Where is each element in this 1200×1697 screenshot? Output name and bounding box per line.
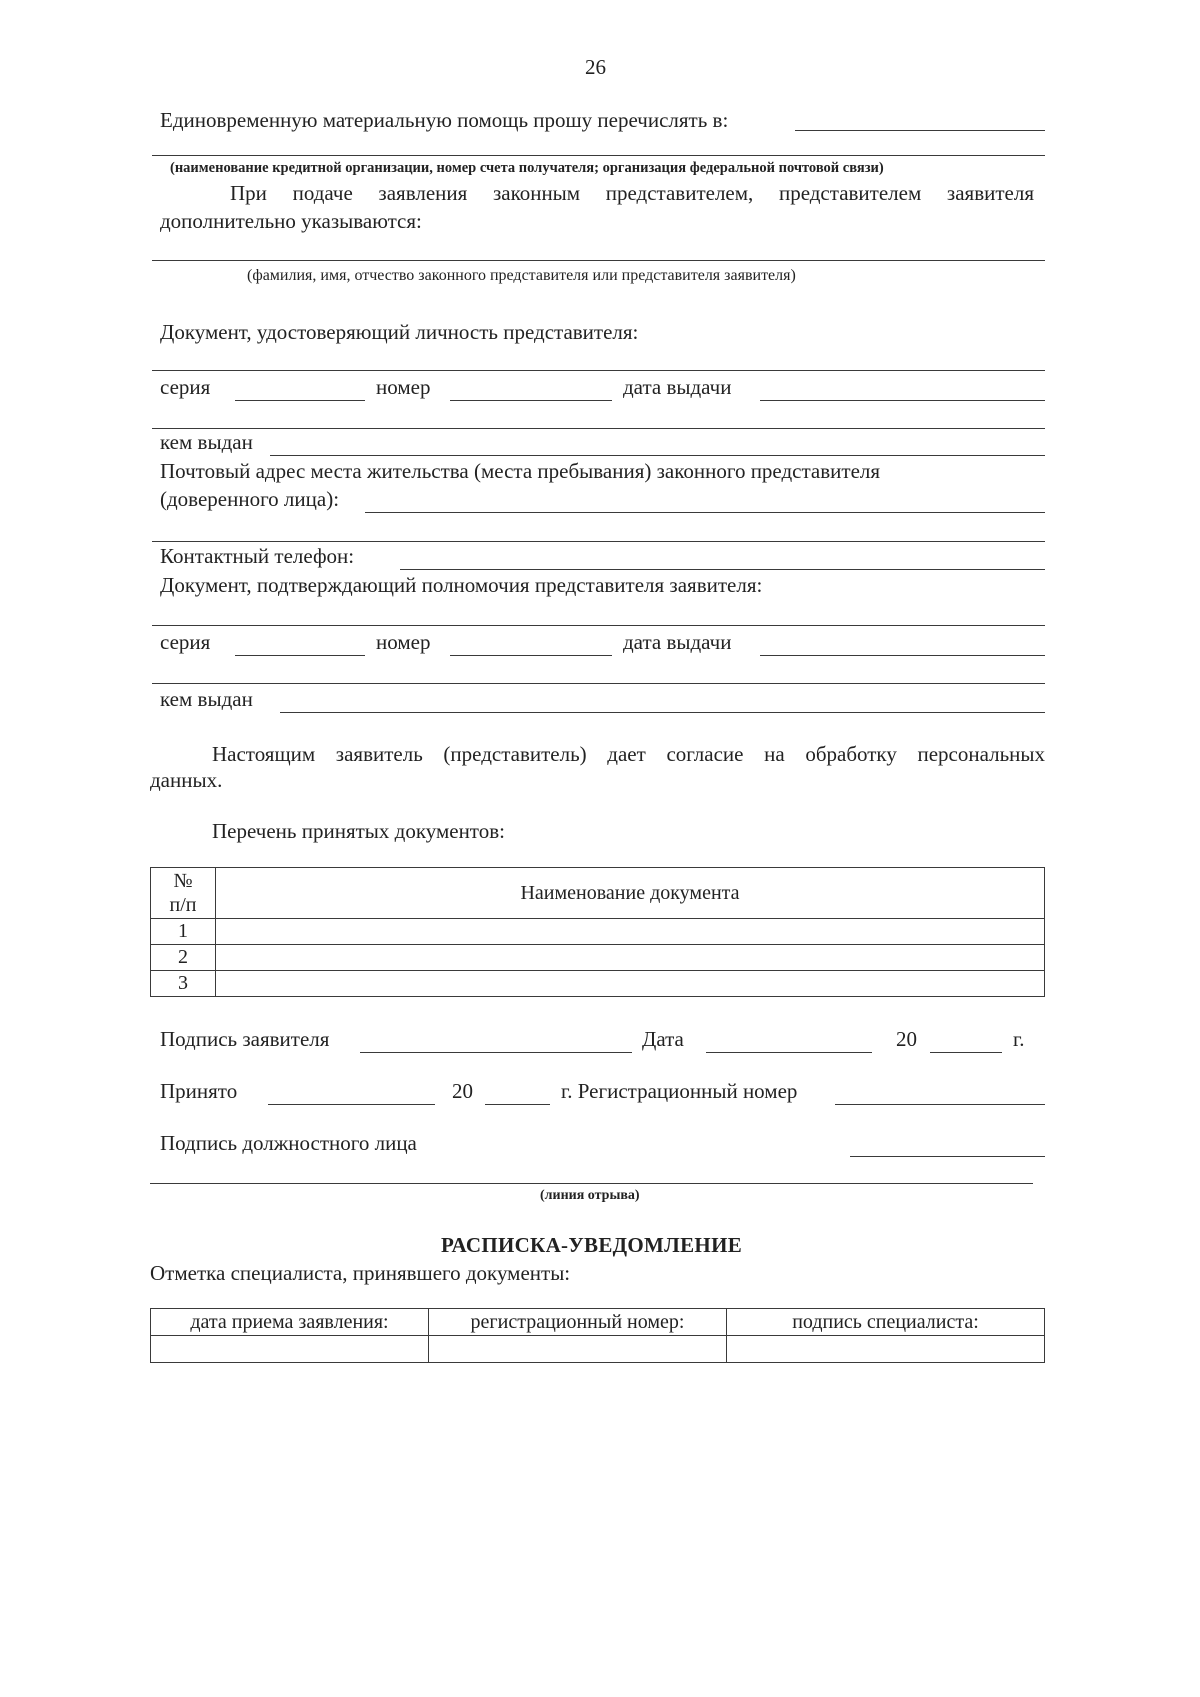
representative-intro-line1: При подаче заявления законным представителем, представителем заявителя bbox=[230, 181, 1034, 205]
consent-line1: Настоящим заявитель (представитель) дает согласие на обработку персональных bbox=[212, 742, 1045, 766]
registration-number-field[interactable] bbox=[835, 1104, 1045, 1105]
documents-col-number bbox=[151, 868, 216, 919]
year-prefix: 20 bbox=[896, 1027, 917, 1051]
phone-field[interactable] bbox=[400, 569, 1045, 570]
authority-number-label: номер bbox=[376, 630, 431, 654]
documents-row-number: 2 bbox=[151, 945, 216, 971]
phone-label: Контактный телефон: bbox=[160, 544, 355, 568]
documents-row-name[interactable] bbox=[216, 971, 1045, 997]
documents-row-number: 1 bbox=[151, 919, 216, 945]
year-suffix: г. bbox=[1013, 1027, 1025, 1051]
authority-series-field[interactable] bbox=[235, 655, 365, 656]
tear-line bbox=[150, 1183, 1033, 1184]
payment-line[interactable] bbox=[152, 155, 1045, 156]
authority-document-label: Документ, подтверждающий полномочия представителя заявителя: bbox=[160, 573, 763, 597]
id-issued-by-label: кем выдан bbox=[160, 430, 253, 454]
date-label: Дата bbox=[642, 1027, 684, 1051]
id-series-label: серия bbox=[160, 375, 211, 399]
authority-document-field[interactable] bbox=[152, 625, 1045, 626]
id-document-field[interactable] bbox=[152, 370, 1045, 371]
documents-row-number: 3 bbox=[151, 971, 216, 997]
receipt-table bbox=[150, 1308, 1045, 1363]
documents-table bbox=[150, 867, 1045, 997]
documents-col-number-line2: п/п bbox=[169, 894, 197, 916]
accepted-year-prefix: 20 bbox=[452, 1079, 473, 1103]
address-label-line2: (доверенного лица): bbox=[160, 487, 340, 511]
authority-issued-by-label: кем выдан bbox=[160, 687, 253, 711]
authority-series-label: серия bbox=[160, 630, 211, 654]
documents-row-name[interactable] bbox=[216, 945, 1045, 971]
receipt-sign-cell[interactable] bbox=[727, 1336, 1045, 1363]
representative-intro-line2: дополнительно указываются: bbox=[160, 209, 422, 233]
payment-field[interactable] bbox=[795, 130, 1045, 131]
representative-name-field[interactable] bbox=[152, 260, 1045, 261]
authority-number-field[interactable] bbox=[450, 655, 612, 656]
applicant-signature-label: Подпись заявителя bbox=[160, 1027, 330, 1051]
receipt-col-sign: подпись специалиста: bbox=[727, 1309, 1045, 1336]
payment-label: Единовременную материальную помощь прошу перечислять в: bbox=[160, 108, 729, 132]
id-series-field[interactable] bbox=[235, 400, 365, 401]
address-extra-line[interactable] bbox=[152, 541, 1045, 542]
address-label-line1: Почтовый адрес места жительства (места пребывания) законного представителя bbox=[160, 459, 881, 483]
representative-name-caption: (фамилия, имя, отчество законного представителя или представителя заявителя) bbox=[247, 267, 796, 284]
authority-extra-line[interactable] bbox=[152, 683, 1045, 684]
id-issue-date-field[interactable] bbox=[760, 400, 1045, 401]
authority-issued-by-field[interactable] bbox=[280, 712, 1045, 713]
documents-col-number-line1: № bbox=[173, 870, 193, 892]
authority-issue-date-label: дата выдачи bbox=[623, 630, 732, 654]
accepted-label: Принято bbox=[160, 1079, 238, 1103]
tear-line-caption: (линия отрыва) bbox=[540, 1188, 640, 1203]
id-number-label: номер bbox=[376, 375, 431, 399]
receipt-col-reg: регистрационный номер: bbox=[429, 1309, 727, 1336]
documents-row-name[interactable] bbox=[216, 919, 1045, 945]
id-number-field[interactable] bbox=[450, 400, 612, 401]
receipt-title: РАСПИСКА-УВЕДОМЛЕНИЕ bbox=[441, 1233, 743, 1257]
authority-issue-date-field[interactable] bbox=[760, 655, 1045, 656]
id-issued-by-field[interactable] bbox=[270, 455, 1045, 456]
id-issue-date-label: дата выдачи bbox=[623, 375, 732, 399]
accepted-year-field[interactable] bbox=[485, 1104, 550, 1105]
specialist-mark-label: Отметка специалиста, принявшего документы: bbox=[150, 1261, 571, 1285]
id-document-label: Документ, удостоверяющий личность представителя: bbox=[160, 320, 639, 344]
id-extra-line[interactable] bbox=[152, 428, 1045, 429]
official-signature-field[interactable] bbox=[850, 1156, 1045, 1157]
documents-col-name: Наименование документа bbox=[216, 868, 1045, 919]
official-signature-label: Подпись должностного лица bbox=[160, 1131, 417, 1155]
accepted-date-field[interactable] bbox=[268, 1104, 435, 1105]
year-field[interactable] bbox=[930, 1052, 1002, 1053]
date-field[interactable] bbox=[706, 1052, 872, 1053]
page-number: 26 bbox=[585, 55, 606, 79]
address-field[interactable] bbox=[365, 512, 1045, 513]
receipt-reg-cell[interactable] bbox=[429, 1336, 727, 1363]
registration-number-label: г. Регистрационный номер bbox=[561, 1079, 798, 1103]
receipt-col-date: дата приема заявления: bbox=[151, 1309, 429, 1336]
consent-line2: данных. bbox=[150, 768, 223, 792]
payment-caption: (наименование кредитной организации, номер счета получателя; организация федеральной почтовой связи) bbox=[170, 160, 884, 176]
documents-title: Перечень принятых документов: bbox=[212, 819, 505, 843]
receipt-date-cell[interactable] bbox=[151, 1336, 429, 1363]
applicant-signature-field[interactable] bbox=[360, 1052, 632, 1053]
